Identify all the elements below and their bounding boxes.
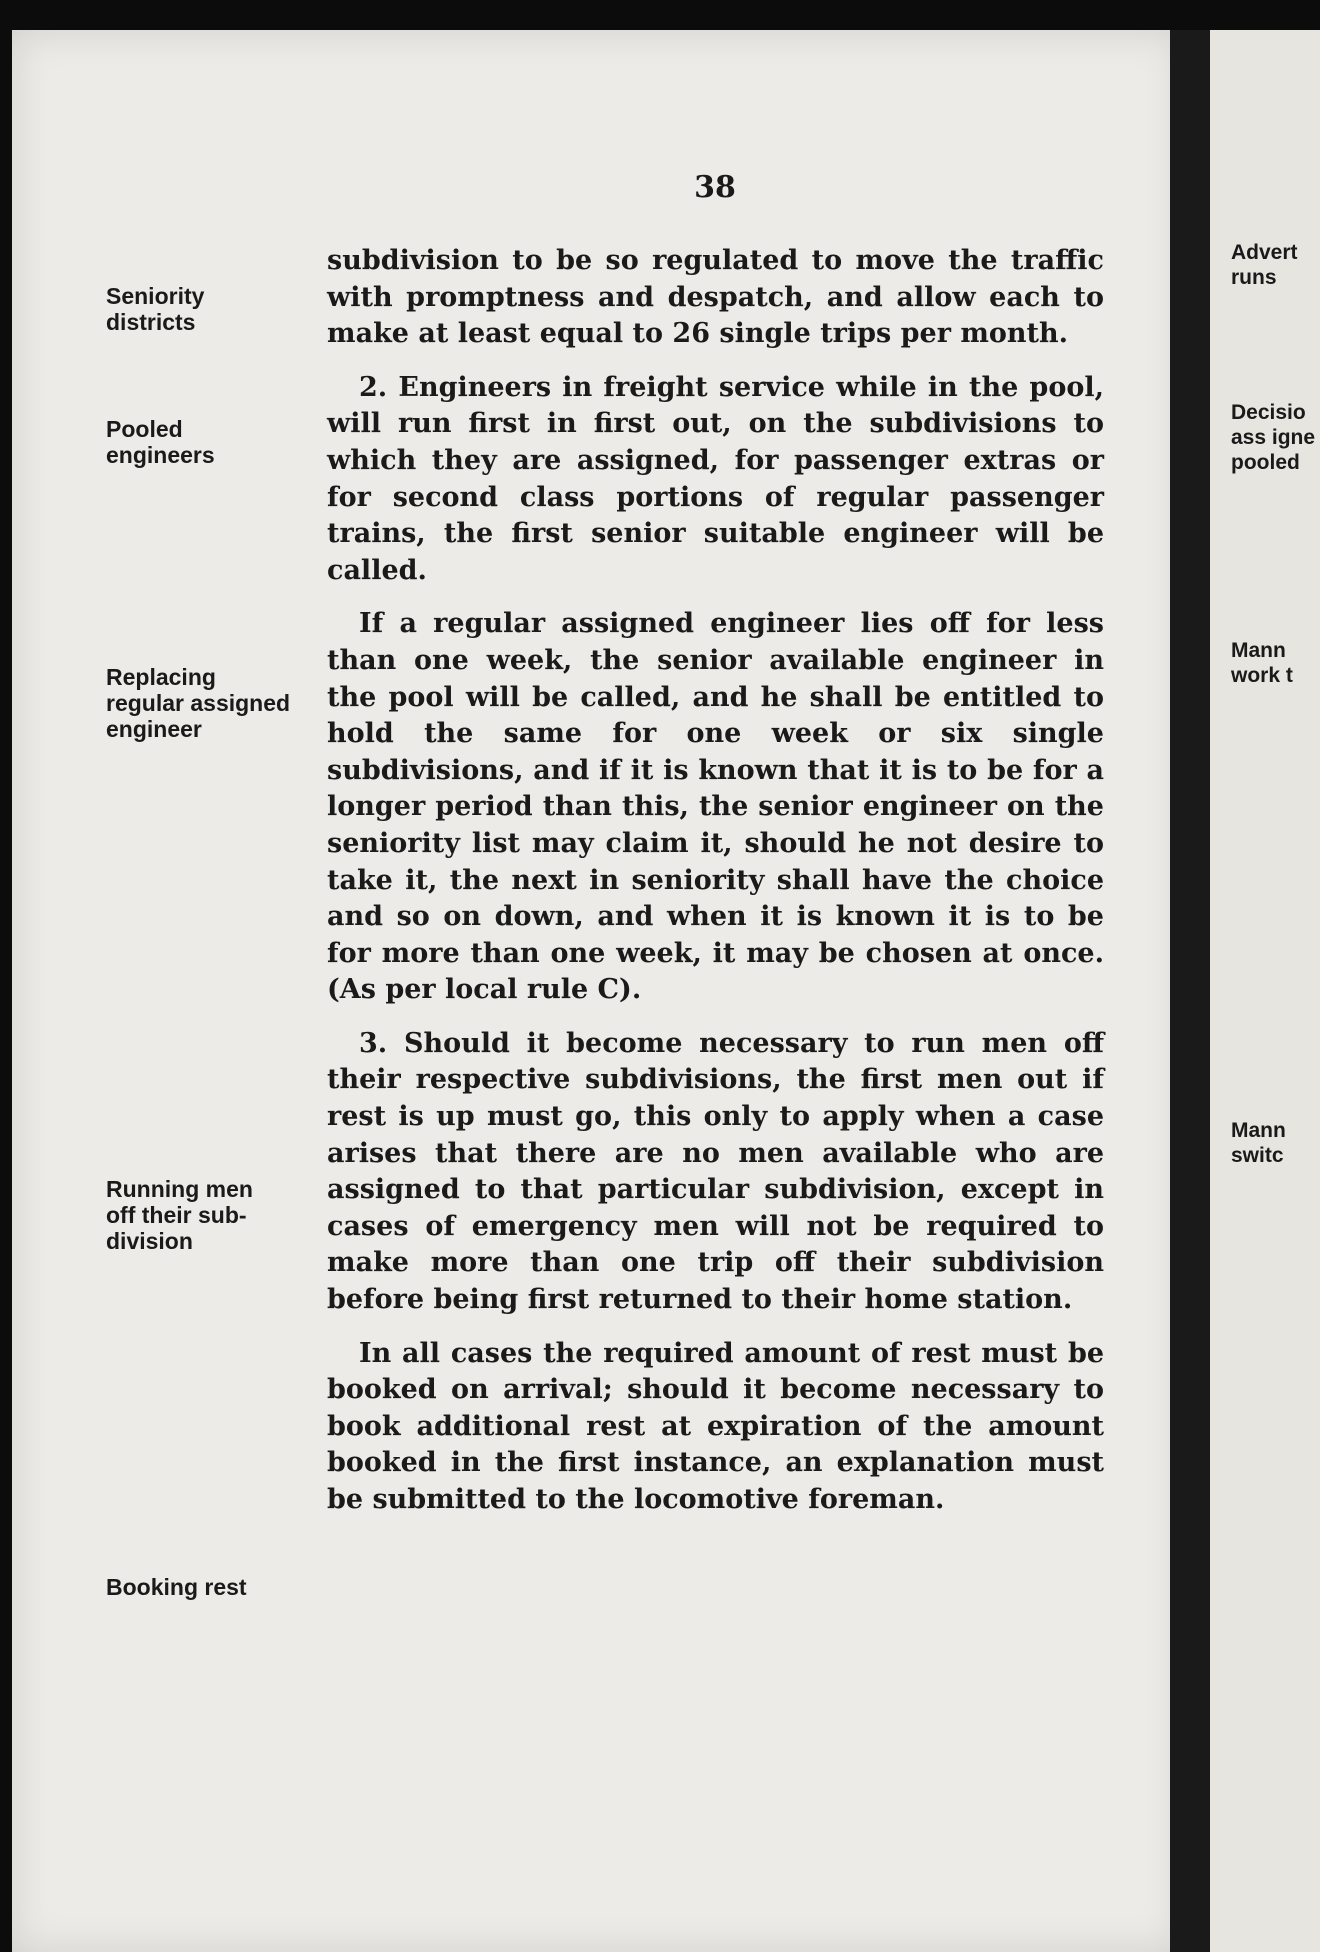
adjacent-margin-note-manner-work: [1231, 638, 1320, 688]
adjacent-note-line: Mann: [1231, 1119, 1286, 1142]
adjacent-note-line: Mann: [1231, 639, 1286, 662]
adjacent-note-line: Advert: [1231, 241, 1298, 264]
margin-note-line: division: [106, 1228, 193, 1254]
margin-note-line: off their sub-: [106, 1202, 247, 1228]
margin-note-booking-rest: [106, 1574, 316, 1600]
margin-note-seniority-districts: [106, 283, 316, 335]
paragraph-replacing-engineer: If a regular assigned engineer lies off for less than one week, the senior available engineer in the pool will be called, and he shall be entitled to hold the same for one week or six single subdivisions, and if it is known that it is to be for a longer period than this, the senior engineer on the seniority list may claim it, should he not desire to take it, the next in seniority shall have the choice and so on down, and when it is known it is to be for more than one week, it may be chosen at once. (As per local rule C).: [327, 608, 1104, 1006]
margin-note-line: districts: [106, 309, 196, 335]
book-gutter: [1170, 30, 1210, 1952]
adjacent-note-line: ass igne: [1231, 426, 1316, 449]
adjacent-note-line: work t: [1231, 664, 1293, 687]
paragraph-pooled-engineers: 2. Engineers in freight service while in the pool, will run first in first out, on the subdivisions to which they are assigned, for passenger extras or for second class portions of regular passenger trains, the first senior suitable engineer will be called.: [327, 371, 1104, 586]
adjacent-margin-note-advert: [1231, 240, 1320, 290]
adjacent-margin-note-manner-switch: [1231, 1118, 1320, 1168]
adjacent-note-line: runs: [1231, 266, 1277, 289]
adjacent-note-line: pooled: [1231, 451, 1300, 474]
margin-note-replacing-engineer: [106, 664, 316, 742]
adjacent-margin-note-decision: [1231, 400, 1320, 475]
adjacent-note-line: switc: [1231, 1144, 1284, 1167]
margin-note-line: regular assigned: [106, 690, 291, 716]
margin-note-pooled-engineers: [106, 416, 316, 468]
paragraph-running-men-off: 3. Should it become necessary to run men off their respective subdivisions, the first men out if rest is up must go, this only to apply when a case arises that there are no men available who are assigned to that particular subdivision, except in cases of emergency men will not be required to make more than one trip off their subdivision before being first returned to their home station.: [327, 1027, 1104, 1316]
margin-note-running-men-off: [106, 1176, 316, 1254]
adjacent-page: [1210, 30, 1320, 1952]
margin-note-line: Pooled: [106, 416, 183, 442]
margin-note-line: Replacing: [106, 664, 216, 690]
paragraph-booking-rest: In all cases the required amount of rest must be booked on arrival; should it become necessary to book additional rest at expiration of the amount booked in the first instance, an explanation must be submitted to the locomotive foreman.: [327, 1337, 1104, 1515]
page-number: 38: [694, 170, 736, 205]
body-text-column: [327, 243, 1104, 1519]
margin-note-line: Seniority: [106, 283, 205, 309]
adjacent-note-line: Decisio: [1231, 401, 1306, 424]
margin-note-line: Running men: [106, 1176, 253, 1202]
margin-note-line: Booking rest: [106, 1574, 247, 1600]
margin-note-line: engineer: [106, 716, 202, 742]
margin-note-line: engineers: [106, 442, 215, 468]
paragraph-seniority-continued: subdivision to be so regulated to move the traffic with promptness and despatch, and allow each to make at least equal to 26 single trips per month.: [327, 245, 1104, 350]
